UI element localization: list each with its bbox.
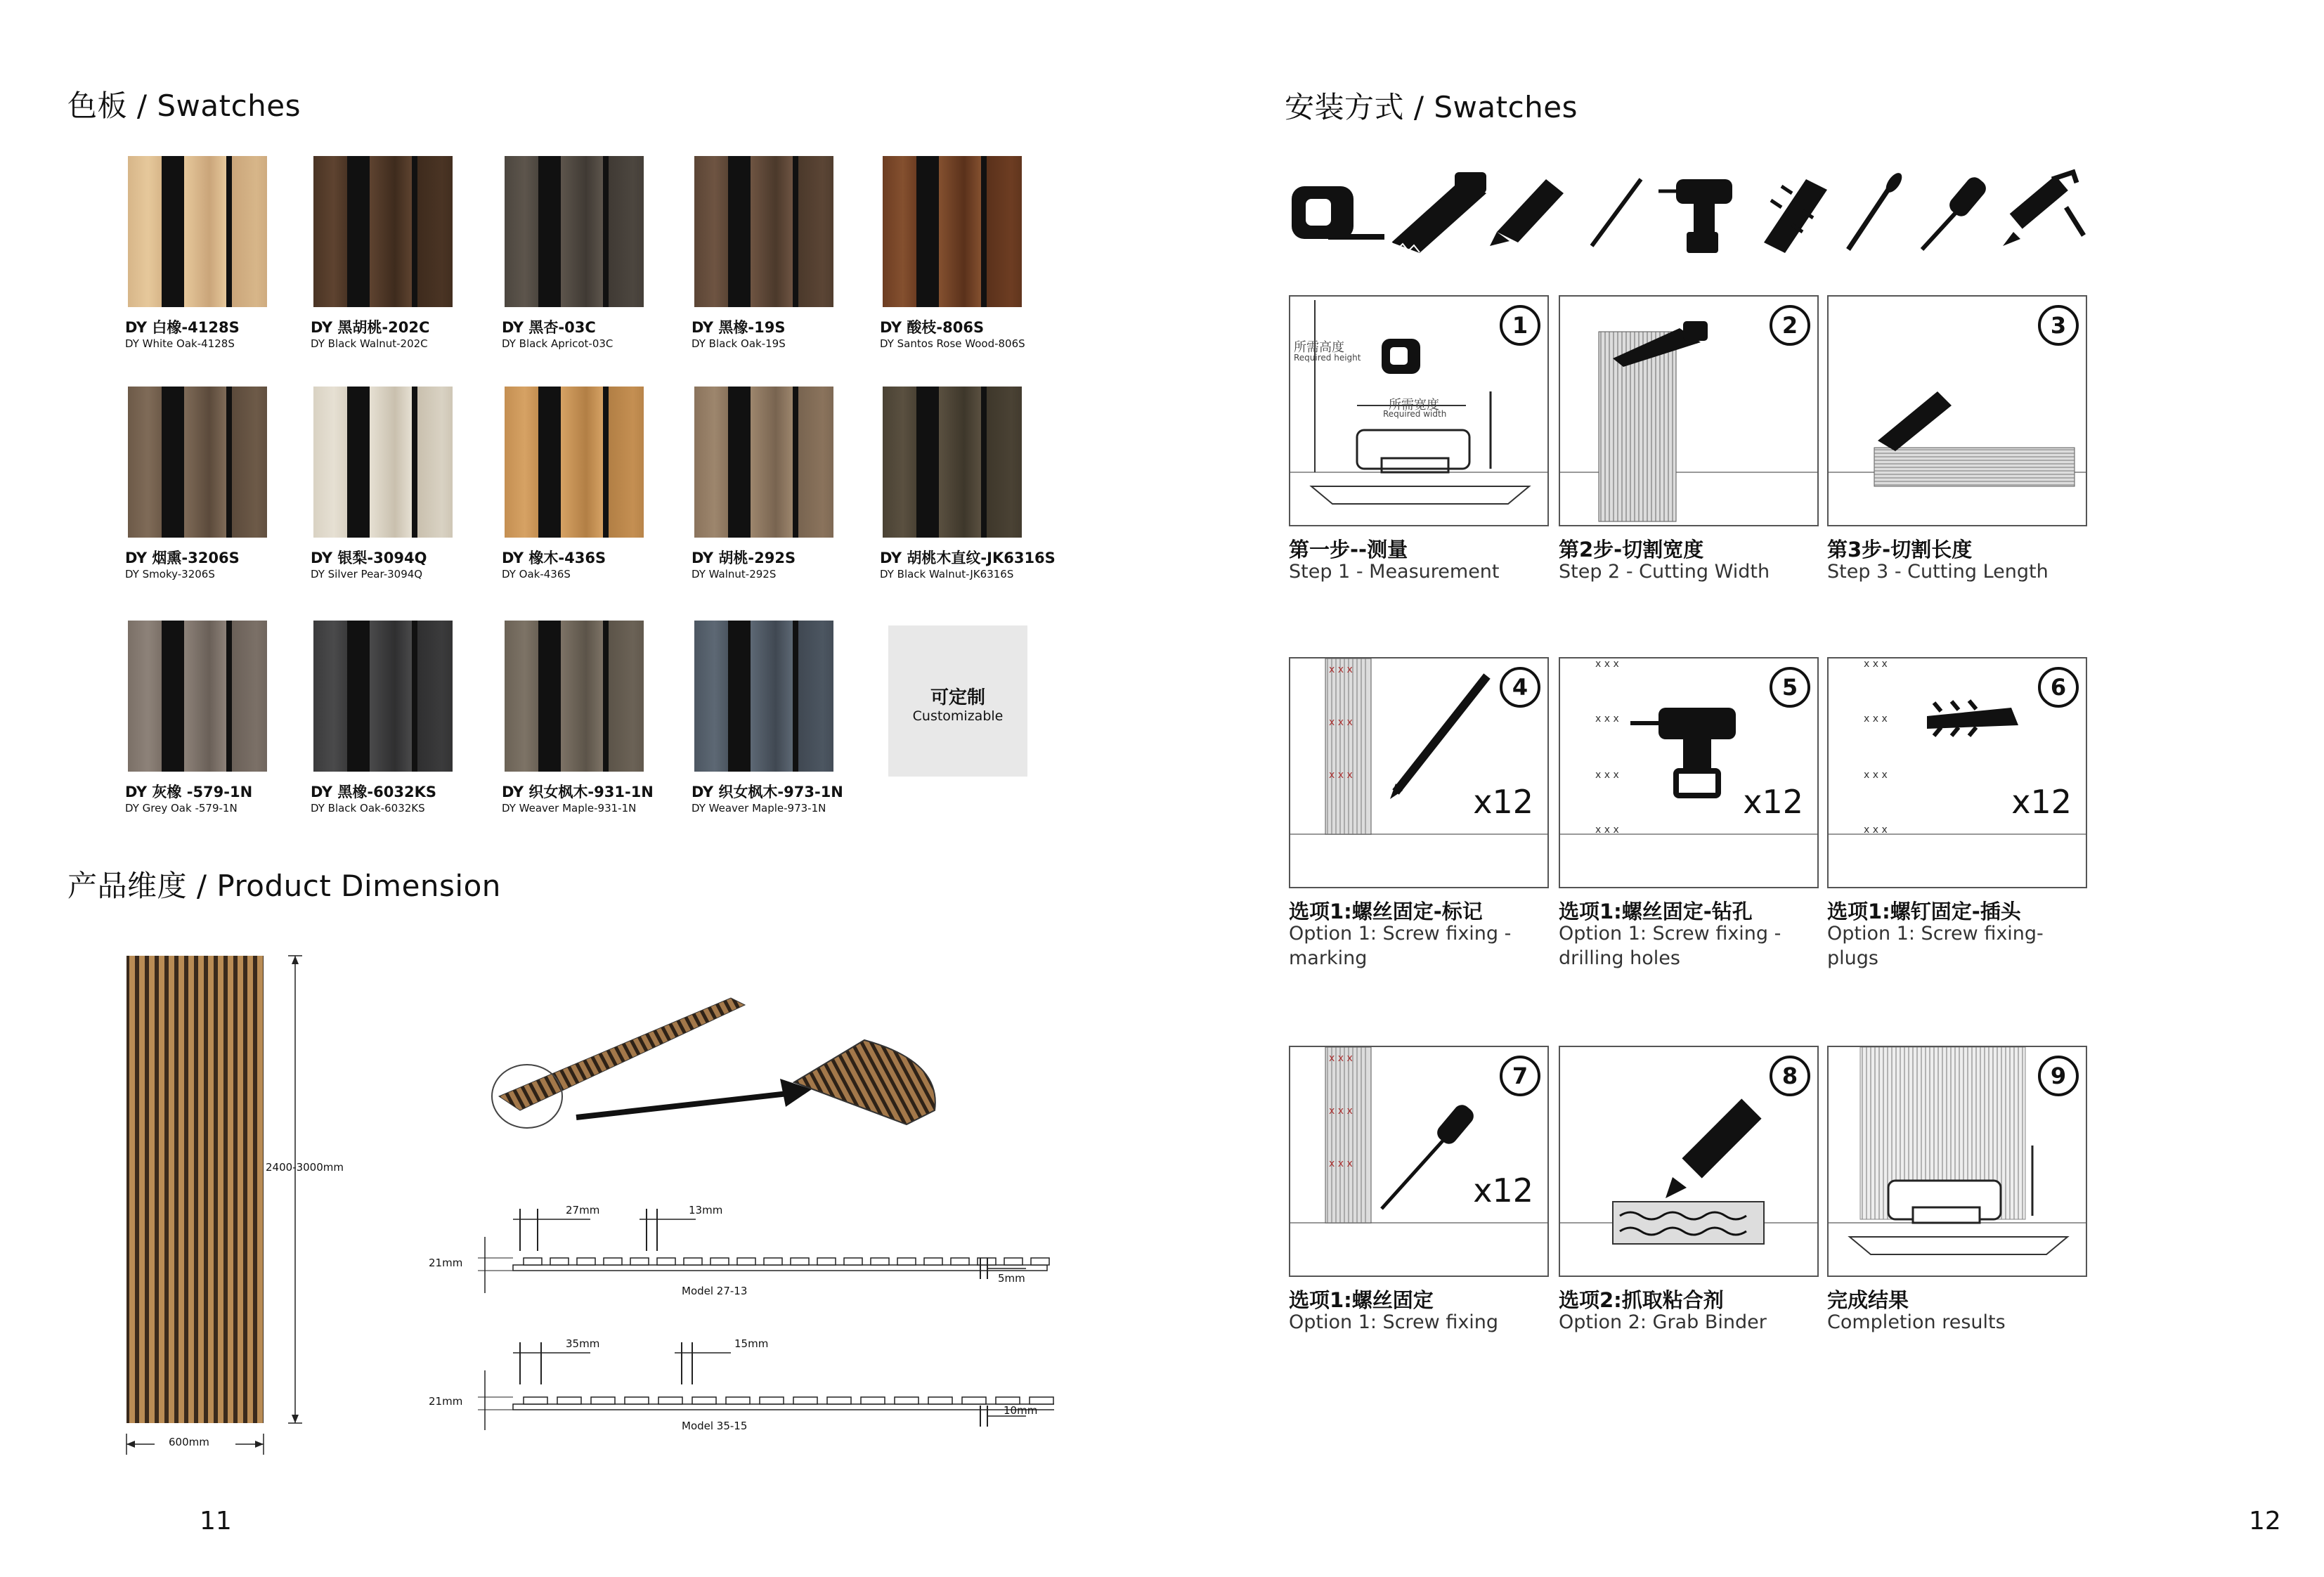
swatch-slat	[184, 621, 226, 772]
step-illustration-9	[1827, 1046, 2087, 1277]
swatch-slat	[313, 156, 347, 307]
step-title-cn: 第3步-切割长度	[1827, 538, 1973, 562]
swatch-slat	[561, 156, 603, 307]
model2-dim-b: 15mm	[734, 1337, 769, 1350]
swatch-tile	[313, 156, 453, 307]
swatch-tile	[313, 621, 453, 772]
svg-text:x x x: x x x	[1595, 824, 1619, 836]
swatch-slat	[128, 387, 162, 538]
swatch-slat	[370, 387, 412, 538]
swatch-slat	[883, 156, 916, 307]
step-title-en: Option 1: Screw fixing - marking	[1289, 923, 1512, 969]
step-illustration-3	[1827, 295, 2087, 526]
swatch-slat	[798, 621, 833, 772]
step-number-badge: 5	[1770, 667, 1810, 708]
model2-name: Model 35-15	[682, 1420, 748, 1432]
caulking-gun-icon	[2003, 172, 2084, 246]
swatch-tile	[505, 387, 644, 538]
page-number-left: 11	[200, 1507, 232, 1536]
step-title-cn: 第2步-切割宽度	[1559, 538, 1704, 562]
swatch-slat	[232, 156, 267, 307]
swatch-subname: DY Black Apricot-03C	[502, 337, 614, 350]
step-title-en: Option 1: Screw fixing	[1289, 1311, 1499, 1333]
step-illustration-6	[1827, 657, 2087, 888]
step-title-en: Option 1: Screw fixing - drilling holes	[1559, 923, 1781, 969]
install-title: 安装方式 / Swatches	[1285, 90, 1578, 124]
swatch-tile	[883, 387, 1022, 538]
model1-base: 5mm	[998, 1272, 1025, 1285]
step-title-cn: 第一步--测量	[1289, 538, 1408, 562]
step-title-cn: 选项1:螺丝固定	[1289, 1288, 1434, 1312]
swatch-slat	[184, 387, 226, 538]
swatch-slat	[232, 387, 267, 538]
screwdriver-icon	[1922, 174, 1989, 249]
swatch-name: DY 银梨-3094Q	[311, 550, 427, 566]
svg-text:x x x: x x x	[1329, 664, 1353, 675]
swatch-slat	[609, 387, 644, 538]
quantity-label: x12	[1473, 1172, 1533, 1209]
swatch-tile	[128, 621, 267, 772]
model2-base: 10mm	[1004, 1404, 1038, 1417]
model2-dim-a: 35mm	[566, 1337, 600, 1350]
swatches-title: 色板 / Swatches	[67, 89, 301, 123]
swatch-tile	[128, 387, 267, 538]
step-title-cn: 选项2:抓取粘合剂	[1559, 1288, 1724, 1312]
svg-text:x x x: x x x	[1329, 1053, 1353, 1064]
swatch-slat	[987, 387, 1022, 538]
swatch-slat	[184, 156, 226, 307]
swatch-slat	[417, 387, 453, 538]
swatch-subname: DY Black Oak-6032KS	[311, 802, 425, 815]
swatch-name: DY 胡桃-292S	[692, 550, 796, 566]
swatch-subname: DY Black Walnut-202C	[311, 337, 428, 350]
swatch-name: DY 烟熏-3206S	[125, 550, 240, 566]
swatch-slat	[505, 387, 538, 538]
step-title-cn: 完成结果	[1827, 1288, 1909, 1312]
drill-icon	[1658, 179, 1732, 253]
custom-tile	[888, 625, 1027, 777]
svg-text:x x x: x x x	[1864, 713, 1888, 725]
model1-dim-a: 27mm	[566, 1204, 600, 1216]
step-title-en: Option 1: Screw fixing-plugs	[1827, 923, 2044, 969]
svg-text:x x x: x x x	[1329, 1158, 1353, 1169]
swatch-subname: DY Weaver Maple-931-1N	[502, 802, 637, 815]
swatch-slat	[609, 156, 644, 307]
width-label: 600mm	[169, 1436, 209, 1448]
tool-icons-row	[1286, 165, 2150, 257]
swatch-name: DY 黑胡桃-202C	[311, 319, 430, 336]
step-illustration-5	[1559, 657, 1819, 888]
svg-text:x x x: x x x	[1329, 1105, 1353, 1117]
swatch-slat	[128, 621, 162, 772]
swatch-slat	[128, 156, 162, 307]
swatch-slat	[798, 387, 833, 538]
saw-icon	[1391, 172, 1486, 253]
swatch-slat	[505, 156, 538, 307]
svg-text:x x x: x x x	[1329, 770, 1353, 781]
swatch-tile	[694, 621, 833, 772]
swatch-slat	[370, 621, 412, 772]
step-number-badge: 7	[1500, 1056, 1540, 1096]
step-number-badge: 4	[1500, 667, 1540, 708]
swatch-subname: DY Weaver Maple-973-1N	[692, 802, 826, 815]
step-number-badge: 9	[2038, 1056, 2079, 1096]
step-title-en: Step 2 - Cutting Width	[1559, 561, 1770, 583]
step-title-cn: 选项1:螺丝固定-钻孔	[1559, 900, 1753, 923]
swatch-name: DY 酸枝-806S	[880, 319, 985, 336]
measure-label: 所需高度	[1294, 340, 1344, 355]
swatch-name: DY 织女枫木-931-1N	[502, 784, 654, 800]
swatch-tile	[883, 156, 1022, 307]
swatch-tile	[694, 156, 833, 307]
svg-text:x x x: x x x	[1864, 770, 1888, 781]
svg-text:x x x: x x x	[1864, 824, 1888, 836]
swatch-name: DY 黑杏-03C	[502, 319, 596, 336]
swatch-subname: DY Santos Rose Wood-806S	[880, 337, 1025, 350]
swatch-slat	[561, 387, 603, 538]
swatch-subname: DY Black Walnut-JK6316S	[880, 568, 1014, 580]
svg-text:x x x: x x x	[1595, 658, 1619, 670]
model1-dim-b: 13mm	[689, 1204, 723, 1216]
page-number-right: 12	[2249, 1507, 2281, 1536]
swatch-slat	[883, 387, 916, 538]
swatch-tile	[128, 156, 267, 307]
wall-plug-icon	[1764, 179, 1827, 253]
svg-text:x x x: x x x	[1595, 770, 1619, 781]
step-title-cn: 选项1:螺钉固定-插头	[1827, 900, 2021, 923]
svg-text:x x x: x x x	[1329, 717, 1353, 728]
height-label: 2400-3000mm	[266, 1161, 344, 1174]
swatch-slat	[694, 621, 728, 772]
step-title-en: Completion results	[1827, 1311, 2006, 1333]
panel-front-view	[119, 949, 358, 1469]
swatch-name: DY 白橡-4128S	[125, 319, 240, 336]
quantity-label: x12	[1743, 783, 1803, 821]
model2-thickness: 21mm	[429, 1395, 463, 1408]
measure-label: 所需宽度	[1389, 398, 1439, 413]
swatch-slat	[313, 387, 347, 538]
swatch-subname: DY Walnut-292S	[692, 568, 777, 580]
swatch-subname: DY Silver Pear-3094Q	[311, 568, 423, 580]
swatch-slat	[751, 156, 793, 307]
swatch-name: DY 灰橡 -579-1N	[125, 784, 253, 800]
custom-tile-en: Customizable	[912, 708, 1004, 724]
swatch-subname: DY White Oak-4128S	[125, 337, 235, 350]
swatch-slat	[798, 156, 833, 307]
dimension-title: 产品维度 / Product Dimension	[67, 869, 501, 903]
custom-tile-cn: 可定制	[930, 687, 985, 708]
swatch-slat	[751, 621, 793, 772]
panel-isometric-view	[485, 977, 963, 1146]
swatch-slat	[417, 621, 453, 772]
step-number-badge: 8	[1770, 1056, 1810, 1096]
step-number-badge: 2	[1770, 305, 1810, 346]
model1-name: Model 27-13	[682, 1285, 748, 1297]
swatch-slat	[417, 156, 453, 307]
measure-label: Required height	[1294, 353, 1361, 363]
swatch-subname: DY Black Oak-19S	[692, 337, 786, 350]
step-title-en: Step 1 - Measurement	[1289, 561, 1500, 583]
step-title-en: Option 2: Grab Binder	[1559, 1311, 1767, 1333]
step-title-en: Step 3 - Cutting Length	[1827, 561, 2049, 583]
swatch-slat	[505, 621, 538, 772]
swatch-tile	[505, 621, 644, 772]
swatch-name: DY 黑橡-19S	[692, 319, 786, 336]
swatch-name: DY 胡桃木直纹-JK6316S	[880, 550, 1056, 566]
step-illustration-1	[1289, 295, 1549, 526]
swatch-name: DY 橡木-436S	[502, 550, 606, 566]
swatch-slat	[987, 156, 1022, 307]
step-illustration-7	[1289, 1046, 1549, 1277]
swatch-subname: DY Grey Oak -579-1N	[125, 802, 238, 815]
swatch-name: DY 黑橡-6032KS	[311, 784, 436, 800]
quantity-label: x12	[1473, 783, 1533, 821]
step-illustration-4	[1289, 657, 1549, 888]
swatch-slat	[939, 156, 981, 307]
swatch-slat	[694, 387, 728, 538]
swatch-subname: DY Smoky-3206S	[125, 568, 215, 580]
swatch-slat	[751, 387, 793, 538]
step-number-badge: 1	[1500, 305, 1540, 346]
step-number-badge: 3	[2038, 305, 2079, 346]
swatch-name: DY 织女枫木-973-1N	[692, 784, 843, 800]
quantity-label: x12	[2011, 783, 2072, 821]
swatch-slat	[370, 156, 412, 307]
step-illustration-2	[1559, 295, 1819, 526]
step-title-cn: 选项1:螺丝固定-标记	[1289, 900, 1483, 923]
svg-text:x x x: x x x	[1595, 713, 1619, 725]
swatch-tile	[694, 387, 833, 538]
swatch-tile	[505, 156, 644, 307]
step-illustration-8	[1559, 1046, 1819, 1277]
step-number-badge: 6	[2038, 667, 2079, 708]
screw-icon	[1848, 170, 1905, 249]
swatch-slat	[561, 621, 603, 772]
swatch-slat	[232, 621, 267, 772]
tape-measure-icon	[1292, 186, 1384, 240]
swatch-slat	[694, 156, 728, 307]
svg-text:x x x: x x x	[1864, 658, 1888, 670]
swatch-subname: DY Oak-436S	[502, 568, 571, 580]
swatch-slat	[939, 387, 981, 538]
measure-label: Required width	[1383, 409, 1447, 419]
swatch-tile	[313, 387, 453, 538]
model1-thickness: 21mm	[429, 1257, 463, 1269]
utility-knife-icon	[1490, 179, 1564, 246]
swatch-slat	[313, 621, 347, 772]
swatch-slat	[609, 621, 644, 772]
pencil-icon	[1592, 179, 1641, 246]
